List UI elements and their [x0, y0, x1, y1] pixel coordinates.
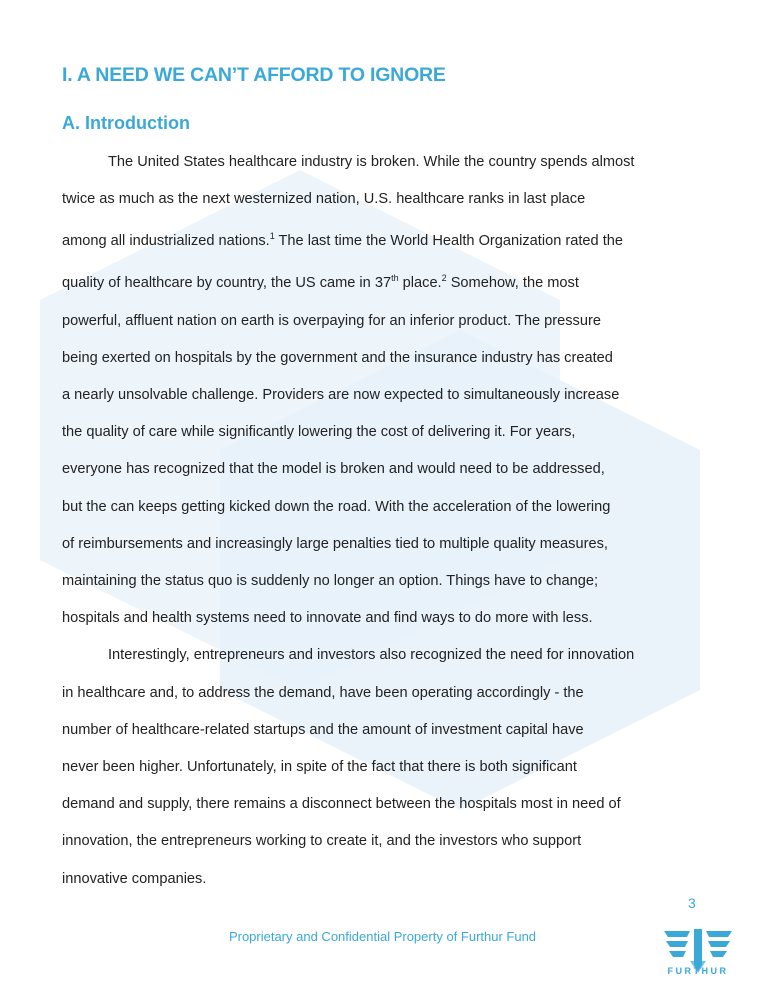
footer-label: Proprietary and Confidential Property of Furthur Fund	[228, 929, 537, 944]
text-line: maintaining the status quo is suddenly no longer an option. Things have to change;	[62, 572, 599, 589]
text-line: hospitals and health systems need to innovate and find ways to do more with less.	[62, 610, 593, 627]
page-number: 3	[688, 895, 696, 911]
footnote-ref: 2	[441, 273, 447, 284]
text-line: number of healthcare-related startups and the amount of investment capital have	[62, 721, 584, 738]
subsection-heading: A. Introduction	[62, 113, 190, 133]
document-body	[62, 60, 712, 898]
text-line: among all industrialized nations.$^1$ The last time the World Health Organization rated the	[62, 231, 623, 250]
text-line: never been higher. Unfortunately, in spite of the fact that there is both significant	[62, 758, 577, 775]
text-line: innovation, the entrepreneurs working to create it, and the investors who support	[62, 833, 582, 850]
text-line: powerful, affluent nation on earth is overpaying for an inferior product. The pressure	[62, 312, 601, 329]
section-heading: I. A NEED WE CAN’T AFFORD TO IGNORE	[62, 64, 446, 86]
text-line: everyone has recognized that the model is broken and would need to be addressed,	[62, 461, 605, 478]
paragraph-disconnect	[62, 637, 712, 897]
text-line: twice as much as the next westernized nation, U.S. healthcare ranks in last place	[62, 191, 586, 208]
text-line: of reimbursements and increasingly large penalties tied to multiple quality measures,	[62, 535, 608, 552]
text-line: demand and supply, there remains a disconnect between the hospitals most in need of	[62, 796, 621, 813]
text-line: innovative companies.	[62, 870, 207, 887]
footer-confidential	[0, 929, 765, 944]
text-line: Interestingly, entrepreneurs and investors also recognized the need for innovation	[108, 647, 635, 664]
text-line: a nearly unsolvable challenge. Providers are now expected to simultaneously increase	[62, 386, 620, 403]
superscript-th: th	[391, 273, 399, 284]
text-line: but the can keeps getting kicked down the road. With the acceleration of the lowering	[62, 498, 611, 515]
logo-wordmark: FURTHUR	[667, 966, 729, 976]
footnote-ref: 1	[269, 231, 275, 242]
paragraph-intro	[62, 144, 712, 637]
text-line: the quality of care while significantly lowering the cost of delivering it. For years,	[62, 424, 576, 441]
text-line: in healthcare and, to address the demand, have been operating accordingly - the	[62, 684, 584, 701]
text-line: being exerted on hospitals by the government and the insurance industry has created	[62, 349, 613, 366]
text-line: quality of healthcare by country, the US came in 37th place.$^2$ Somehow, the most	[62, 273, 579, 292]
text-line: The United States healthcare industry is broken. While the country spends almost	[108, 154, 635, 170]
